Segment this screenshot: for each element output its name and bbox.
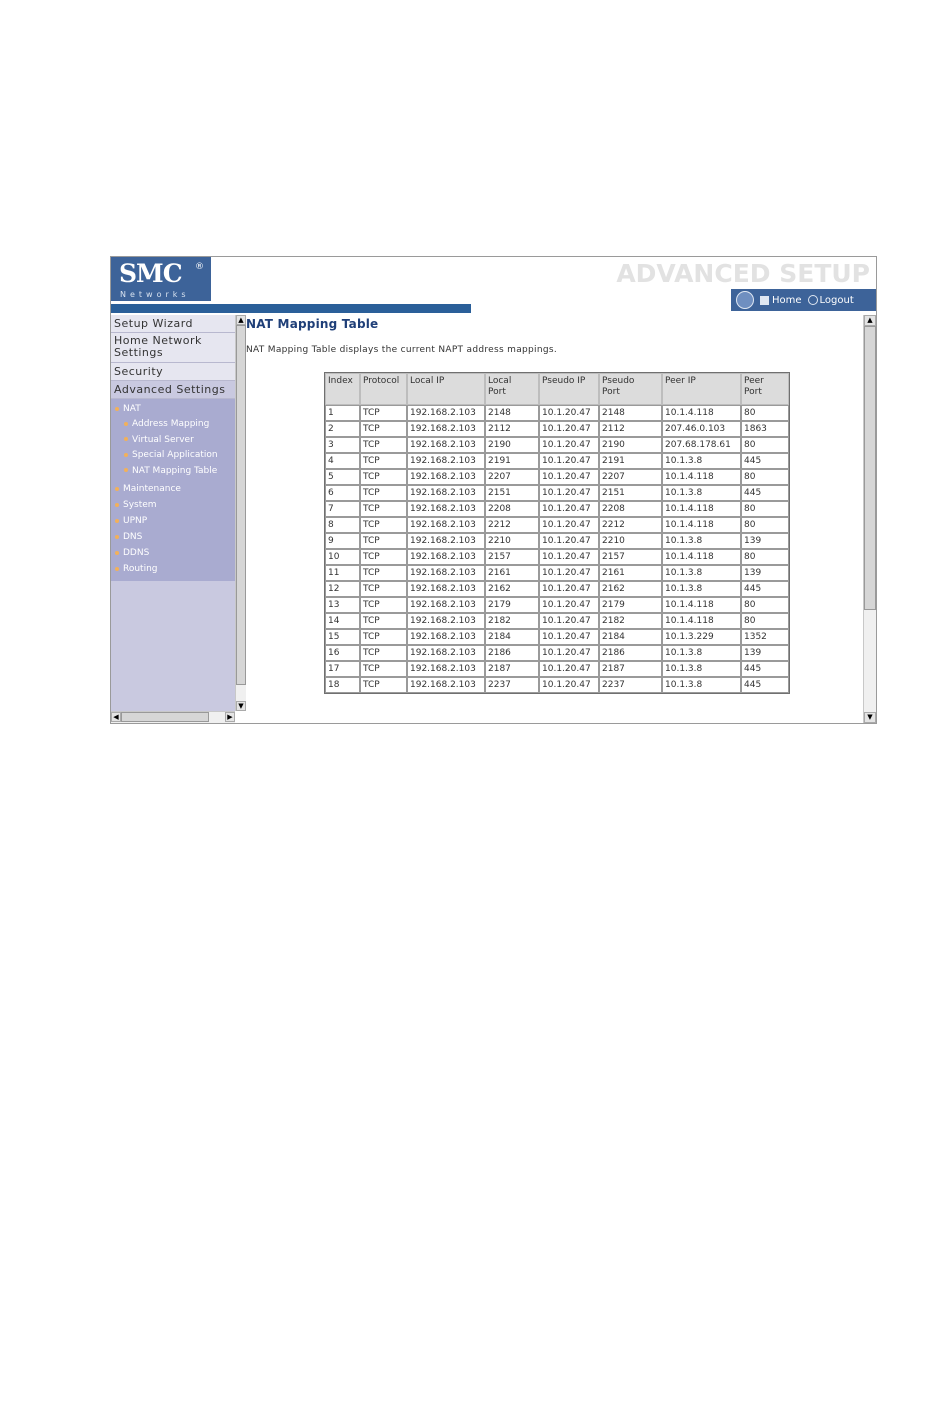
utility-links <box>736 291 854 309</box>
table-cell: 2210 <box>599 533 662 549</box>
sidebar <box>111 315 235 711</box>
scroll-down-arrow-icon[interactable]: ▼ <box>236 701 246 711</box>
table-cell: 192.168.2.103 <box>407 597 485 613</box>
table-cell: TCP <box>360 581 407 597</box>
table-cell: 2112 <box>599 421 662 437</box>
bullet-icon <box>124 468 128 472</box>
page-title: NAT Mapping Table <box>246 317 379 331</box>
sidebar-item-nat-mapping-table[interactable] <box>111 464 235 480</box>
nat-mapping-table <box>324 372 790 694</box>
table-cell: 10.1.3.8 <box>662 533 741 549</box>
sidebar-item-dns[interactable] <box>111 529 235 545</box>
table-cell: 10.1.20.47 <box>539 581 599 597</box>
table-cell: 10.1.3.8 <box>662 565 741 581</box>
table-cell: 10.1.20.47 <box>539 613 599 629</box>
table-cell: TCP <box>360 437 407 453</box>
bullet-icon <box>124 437 128 441</box>
table-cell: 2179 <box>485 597 539 613</box>
table-cell: 4 <box>325 453 360 469</box>
table-cell: TCP <box>360 629 407 645</box>
nav-security[interactable]: Security <box>111 363 235 381</box>
table-header-row <box>325 373 789 405</box>
table-cell: 10.1.20.47 <box>539 437 599 453</box>
sidebar-item-nat[interactable] <box>111 401 235 417</box>
table-cell: 10.1.3.229 <box>662 629 741 645</box>
sidebar-item-label: Address Mapping <box>132 419 210 429</box>
table-cell: 10.1.20.47 <box>539 453 599 469</box>
table-cell: 2 <box>325 421 360 437</box>
table-cell: 80 <box>741 469 789 485</box>
table-cell: 2151 <box>599 485 662 501</box>
table-cell: 2212 <box>599 517 662 533</box>
table-row <box>325 469 789 485</box>
sidebar-item-system[interactable] <box>111 497 235 513</box>
sidebar-horizontal-scrollbar[interactable] <box>111 711 235 723</box>
table-cell: 139 <box>741 645 789 661</box>
table-cell: 207.46.0.103 <box>662 421 741 437</box>
sidebar-item-upnp[interactable] <box>111 513 235 529</box>
content-scroll-thumb[interactable] <box>864 326 876 610</box>
table-row <box>325 485 789 501</box>
table-cell: 80 <box>741 597 789 613</box>
table-cell: 192.168.2.103 <box>407 613 485 629</box>
table-cell: 2148 <box>485 405 539 421</box>
table-cell: 192.168.2.103 <box>407 565 485 581</box>
table-cell: 10.1.4.118 <box>662 405 741 421</box>
bullet-icon <box>124 453 128 457</box>
table-cell: 2207 <box>599 469 662 485</box>
table-cell: 139 <box>741 565 789 581</box>
bullet-icon <box>115 503 119 507</box>
table-cell: 2162 <box>599 581 662 597</box>
table-cell: 10.1.20.47 <box>539 677 599 693</box>
nav-advanced-settings[interactable]: Advanced Settings <box>111 381 235 399</box>
table-cell: 10.1.20.47 <box>539 517 599 533</box>
sidebar-item-virtual-server[interactable] <box>111 433 235 449</box>
nav-home-network-settings[interactable]: Home Network Settings <box>111 333 235 363</box>
table-cell: 2208 <box>485 501 539 517</box>
table-cell: TCP <box>360 469 407 485</box>
column-header-peer-port: Peer Port <box>741 373 789 405</box>
table-cell: 2161 <box>485 565 539 581</box>
table-row <box>325 677 789 693</box>
table-row <box>325 661 789 677</box>
table-row <box>325 565 789 581</box>
sidebar-item-label: System <box>123 500 157 511</box>
table-cell: 10.1.4.118 <box>662 549 741 565</box>
table-cell: 10.1.4.118 <box>662 613 741 629</box>
table-cell: 10.1.20.47 <box>539 629 599 645</box>
table-cell: 11 <box>325 565 360 581</box>
advanced-submenu <box>111 399 235 581</box>
table-row <box>325 501 789 517</box>
sidebar-item-special-application[interactable] <box>111 448 235 464</box>
sidebar-item-label: NAT Mapping Table <box>132 465 218 476</box>
sidebar-item-label: NAT <box>123 404 141 414</box>
table-row <box>325 613 789 629</box>
table-cell: 207.68.178.61 <box>662 437 741 453</box>
table-cell: 2161 <box>599 565 662 581</box>
table-cell: 445 <box>741 677 789 693</box>
table-cell: 192.168.2.103 <box>407 469 485 485</box>
table-cell: 8 <box>325 517 360 533</box>
table-cell: 445 <box>741 661 789 677</box>
table-cell: 10.1.20.47 <box>539 661 599 677</box>
sidebar-item-label: DNS <box>123 532 143 543</box>
page-description: NAT Mapping Table displays the current NAPT address mappings. <box>246 345 558 355</box>
bullet-icon <box>115 551 119 555</box>
table-cell: 10.1.3.8 <box>662 645 741 661</box>
table-cell: 14 <box>325 613 360 629</box>
sidebar-item-ddns[interactable] <box>111 545 235 561</box>
browser-frame <box>110 256 877 724</box>
table-cell: 2112 <box>485 421 539 437</box>
table-cell: TCP <box>360 485 407 501</box>
content-vertical-scrollbar[interactable] <box>863 315 876 723</box>
logo-registered-mark: ® <box>195 262 204 272</box>
scroll-up-arrow-icon[interactable]: ▲ <box>864 315 876 326</box>
table-cell: TCP <box>360 661 407 677</box>
table-cell: 13 <box>325 597 360 613</box>
table-cell: 16 <box>325 645 360 661</box>
column-header-local-port: Local Port <box>485 373 539 405</box>
logout-label: Logout <box>819 294 854 306</box>
sidebar-item-routing[interactable] <box>111 561 235 577</box>
table-cell: 10.1.20.47 <box>539 597 599 613</box>
table-cell: 10.1.4.118 <box>662 517 741 533</box>
table-cell: 6 <box>325 485 360 501</box>
table-cell: 2182 <box>599 613 662 629</box>
logout-icon <box>808 295 818 305</box>
table-cell: 12 <box>325 581 360 597</box>
sidebar-item-label: DDNS <box>123 548 150 559</box>
bullet-icon <box>124 422 128 426</box>
header-accent-bar <box>111 304 471 313</box>
scroll-up-arrow-icon[interactable]: ▲ <box>236 315 246 325</box>
table-cell: 192.168.2.103 <box>407 421 485 437</box>
table-cell: 10.1.3.8 <box>662 661 741 677</box>
table-cell: TCP <box>360 565 407 581</box>
table-cell: 2237 <box>599 677 662 693</box>
table-cell: 10.1.3.8 <box>662 581 741 597</box>
table-cell: 10.1.3.8 <box>662 677 741 693</box>
table-row <box>325 421 789 437</box>
home-icon <box>760 296 769 305</box>
table-cell: 10.1.20.47 <box>539 565 599 581</box>
table-cell: 2237 <box>485 677 539 693</box>
column-header-peer-ip: Peer IP <box>662 373 741 405</box>
table-cell: TCP <box>360 501 407 517</box>
table-cell: TCP <box>360 597 407 613</box>
table-cell: 80 <box>741 501 789 517</box>
table-cell: 192.168.2.103 <box>407 629 485 645</box>
table-cell: 192.168.2.103 <box>407 533 485 549</box>
table-cell: 80 <box>741 613 789 629</box>
table-cell: 2191 <box>599 453 662 469</box>
table-cell: 2179 <box>599 597 662 613</box>
table-cell: 445 <box>741 453 789 469</box>
table-cell: 1352 <box>741 629 789 645</box>
table-cell: 10.1.20.47 <box>539 549 599 565</box>
table-cell: 18 <box>325 677 360 693</box>
sidebar-item-address-mapping[interactable] <box>111 417 235 433</box>
table-cell: 2157 <box>485 549 539 565</box>
table-cell: TCP <box>360 613 407 629</box>
table-cell: 2212 <box>485 517 539 533</box>
column-header-protocol: Protocol <box>360 373 407 405</box>
table-cell: 10.1.4.118 <box>662 597 741 613</box>
table-cell: 10.1.3.8 <box>662 453 741 469</box>
table-cell: 2190 <box>485 437 539 453</box>
table-cell: 2208 <box>599 501 662 517</box>
logo-text: SMC <box>119 259 182 288</box>
home-label: Home <box>772 294 802 306</box>
table-cell: 192.168.2.103 <box>407 501 485 517</box>
table-cell: 2184 <box>599 629 662 645</box>
column-header-local-ip: Local IP <box>407 373 485 405</box>
table-row <box>325 533 789 549</box>
table-cell: 2210 <box>485 533 539 549</box>
table-row <box>325 597 789 613</box>
table-row <box>325 405 789 421</box>
globe-icon <box>736 291 754 309</box>
table-cell: 192.168.2.103 <box>407 661 485 677</box>
table-cell: 10.1.20.47 <box>539 645 599 661</box>
sidebar-item-maintenance[interactable] <box>111 481 235 497</box>
table-cell: 3 <box>325 437 360 453</box>
table-cell: 2148 <box>599 405 662 421</box>
table-cell: 192.168.2.103 <box>407 517 485 533</box>
table-cell: 2162 <box>485 581 539 597</box>
smc-logo[interactable] <box>111 257 211 301</box>
table-cell: 192.168.2.103 <box>407 677 485 693</box>
scroll-down-arrow-icon[interactable]: ▼ <box>864 712 876 723</box>
table-cell: 1 <box>325 405 360 421</box>
column-header-pseudo-ip: Pseudo IP <box>539 373 599 405</box>
table-cell: 192.168.2.103 <box>407 645 485 661</box>
page-header-title: ADVANCED SETUP <box>616 259 870 288</box>
table-cell: 192.168.2.103 <box>407 405 485 421</box>
table-cell: 10.1.4.118 <box>662 469 741 485</box>
logout-link[interactable] <box>808 295 854 306</box>
table-cell: TCP <box>360 533 407 549</box>
table-cell: 80 <box>741 549 789 565</box>
bullet-icon <box>115 519 119 523</box>
table-cell: 10.1.4.118 <box>662 501 741 517</box>
table-cell: 10.1.20.47 <box>539 533 599 549</box>
table-cell: 7 <box>325 501 360 517</box>
table-cell: 192.168.2.103 <box>407 437 485 453</box>
table-row <box>325 645 789 661</box>
column-header-pseudo-port: Pseudo Port <box>599 373 662 405</box>
sidebar-item-label: Special Application <box>132 450 218 461</box>
table-cell: 2191 <box>485 453 539 469</box>
table-cell: 9 <box>325 533 360 549</box>
table-cell: TCP <box>360 677 407 693</box>
main-content <box>245 315 863 723</box>
scroll-left-arrow-icon[interactable]: ◀ <box>111 712 121 722</box>
table-cell: 2186 <box>485 645 539 661</box>
table-cell: 10.1.20.47 <box>539 501 599 517</box>
table-cell: TCP <box>360 421 407 437</box>
table-cell: 2186 <box>599 645 662 661</box>
sidebar-item-label: UPNP <box>123 516 148 527</box>
nav-setup-wizard[interactable]: Setup Wizard <box>111 315 235 333</box>
table-cell: 1863 <box>741 421 789 437</box>
table-cell: 2207 <box>485 469 539 485</box>
bullet-icon <box>115 535 119 539</box>
table-cell: 10.1.20.47 <box>539 485 599 501</box>
table-cell: TCP <box>360 645 407 661</box>
table-cell: 192.168.2.103 <box>407 581 485 597</box>
table-cell: 10 <box>325 549 360 565</box>
table-cell: 192.168.2.103 <box>407 453 485 469</box>
table-cell: 2184 <box>485 629 539 645</box>
table-cell: TCP <box>360 453 407 469</box>
table-cell: 10.1.20.47 <box>539 469 599 485</box>
sidebar-item-label: Routing <box>123 564 158 575</box>
table-cell: 80 <box>741 437 789 453</box>
table-cell: 2187 <box>599 661 662 677</box>
table-cell: 139 <box>741 533 789 549</box>
bullet-icon <box>115 487 119 491</box>
table-cell: 192.168.2.103 <box>407 485 485 501</box>
sidebar-item-label: Maintenance <box>123 484 181 495</box>
bullet-icon <box>115 567 119 571</box>
sidebar-item-label: Virtual Server <box>132 434 194 445</box>
table-cell: 445 <box>741 485 789 501</box>
table-cell: 2187 <box>485 661 539 677</box>
table-cell: 80 <box>741 405 789 421</box>
table-row <box>325 453 789 469</box>
table-cell: 17 <box>325 661 360 677</box>
table-cell: 10.1.3.8 <box>662 485 741 501</box>
table-cell: 5 <box>325 469 360 485</box>
table-cell: 2182 <box>485 613 539 629</box>
home-link[interactable] <box>760 295 802 306</box>
table-cell: TCP <box>360 517 407 533</box>
table-cell: TCP <box>360 405 407 421</box>
table-row <box>325 581 789 597</box>
table-cell: 10.1.20.47 <box>539 405 599 421</box>
bullet-icon <box>115 407 119 411</box>
table-cell: 2151 <box>485 485 539 501</box>
table-cell: 10.1.20.47 <box>539 421 599 437</box>
table-row <box>325 517 789 533</box>
table-cell: 192.168.2.103 <box>407 549 485 565</box>
table-cell: 2157 <box>599 549 662 565</box>
sidebar-hscroll-thumb[interactable] <box>121 712 209 722</box>
table-row <box>325 629 789 645</box>
table-cell: 15 <box>325 629 360 645</box>
table-row <box>325 549 789 565</box>
table-cell: TCP <box>360 549 407 565</box>
table-cell: 80 <box>741 517 789 533</box>
scroll-right-arrow-icon[interactable]: ▶ <box>225 712 235 722</box>
table-cell: 2190 <box>599 437 662 453</box>
table-cell: 445 <box>741 581 789 597</box>
logo-subtext: Networks <box>120 290 190 299</box>
table-row <box>325 437 789 453</box>
column-header-index: Index <box>325 373 360 405</box>
